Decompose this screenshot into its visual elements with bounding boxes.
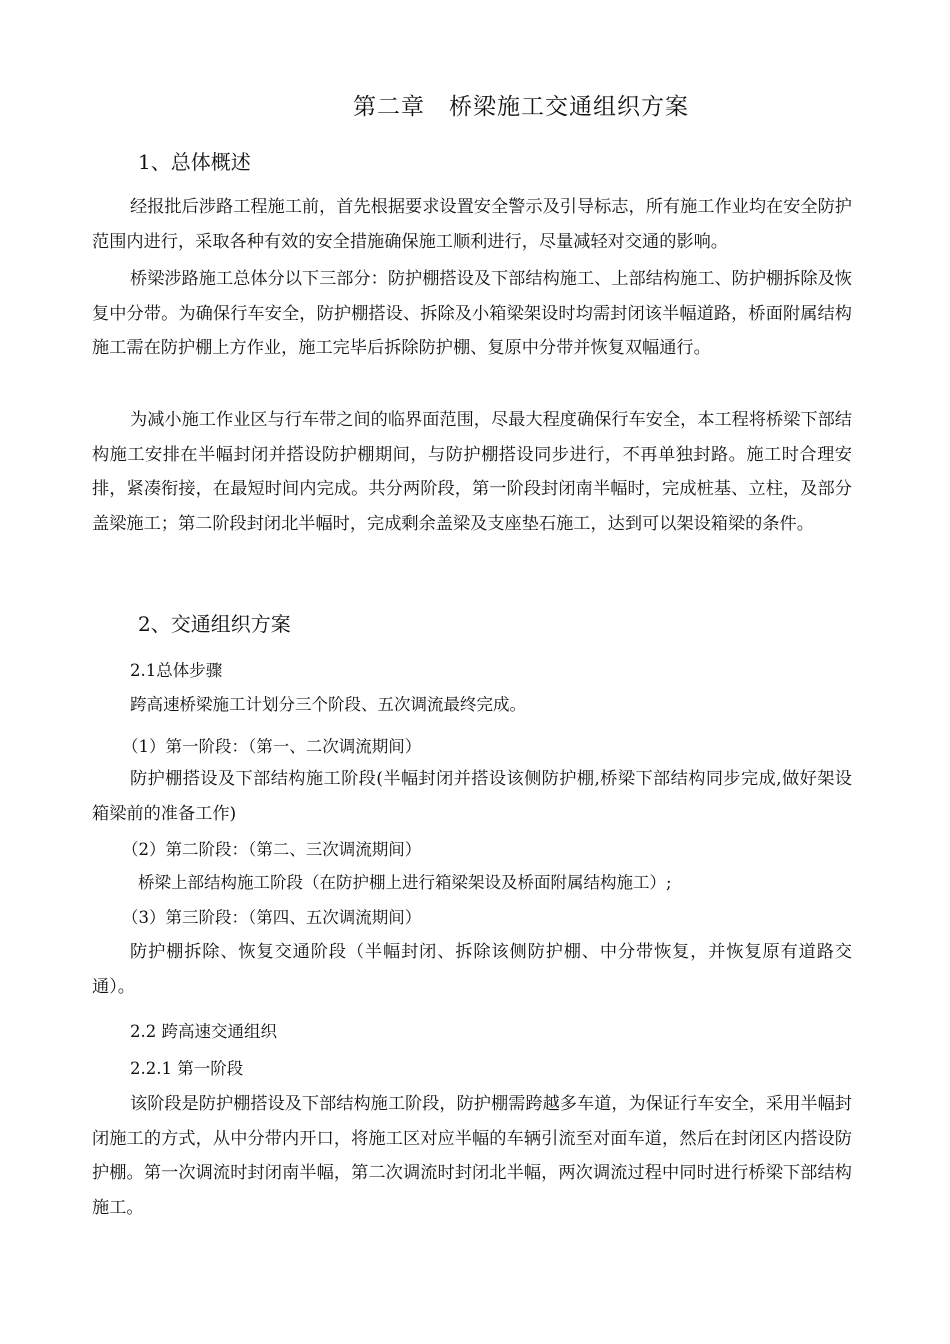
section-heading-overview: 1、总体概述 xyxy=(138,150,251,174)
paragraph-overview-1: 经报批后涉路工程施工前，首先根据要求设置安全警示及引导标志，所有施工作业均在安全防护范围内进行，采取各种有效的安全措施确保施工顺利进行，尽量减轻对交通的影响。 xyxy=(92,197,852,252)
stage1-text: 防护棚搭设及下部结构施工阶段(半幅封闭并搭设该侧防护棚,桥梁下部结构同步完成,做好架设箱梁前的准备工作) xyxy=(92,769,852,824)
stage2-label: （2）第二阶段：（第二、三次调流期间） xyxy=(122,840,422,859)
subsection-heading-stage1: 2.2.1 第一阶段 xyxy=(130,1059,244,1078)
chapter-title: 第二章 桥梁施工交通组织方案 xyxy=(353,94,689,120)
subsection-heading-steps: 2.1总体步骤 xyxy=(130,661,223,680)
stage3-label: （3）第三阶段：（第四、五次调流期间） xyxy=(122,908,422,927)
subsection-heading-highway: 2.2 跨高速交通组织 xyxy=(130,1022,277,1041)
section-heading-traffic-plan: 2、交通组织方案 xyxy=(138,612,291,636)
stage2-text: 桥梁上部结构施工阶段（在防护棚上进行箱梁架设及桥面附属结构施工）; xyxy=(138,873,672,892)
steps-intro: 跨高速桥梁施工计划分三个阶段、五次调流最终完成。 xyxy=(130,695,526,714)
paragraph-overview-3: 为减小施工作业区与行车带之间的临界面范围，尽最大程度确保行车安全，本工程将桥梁下部结构施工安排在半幅封闭并搭设防护棚期间，与防护棚搭设同步进行，不再单独封路。施工时合理安排，紧凑衔接，在最短时间内完成。共分两阶段，第一阶段封闭南半幅时，完成桩基、立柱，及部分盖梁施工；第二阶段封闭北半幅时，完成剩余盖梁及支座垫石施工，达到可以架设箱梁的条件。 xyxy=(92,410,852,534)
paragraph-overview-2: 桥梁涉路施工总体分以下三部分：防护棚搭设及下部结构施工、上部结构施工、防护棚拆除及恢复中分带。为确保行车安全，防护棚搭设、拆除及小箱梁架设时均需封闭该半幅道路，桥面附属结构施工需在防护棚上方作业，施工完毕后拆除防护棚、复原中分带并恢复双幅通行。 xyxy=(92,269,852,358)
stage1-label: （1）第一阶段：（第一、二次调流期间） xyxy=(122,737,422,756)
paragraph-stage1: 该阶段是防护棚搭设及下部结构施工阶段，防护棚需跨越多车道，为保证行车安全，采用半幅封闭施工的方式，从中分带内开口，将施工区对应半幅的车辆引流至对面车道，然后在封闭区内搭设防护棚。第一次调流时封闭南半幅，第二次调流时封闭北半幅，两次调流过程中同时进行桥梁下部结构施工。 xyxy=(92,1094,852,1218)
stage3-text: 防护棚拆除、恢复交通阶段（半幅封闭、拆除该侧防护棚、中分带恢复，并恢复原有道路交通）。 xyxy=(92,942,852,997)
